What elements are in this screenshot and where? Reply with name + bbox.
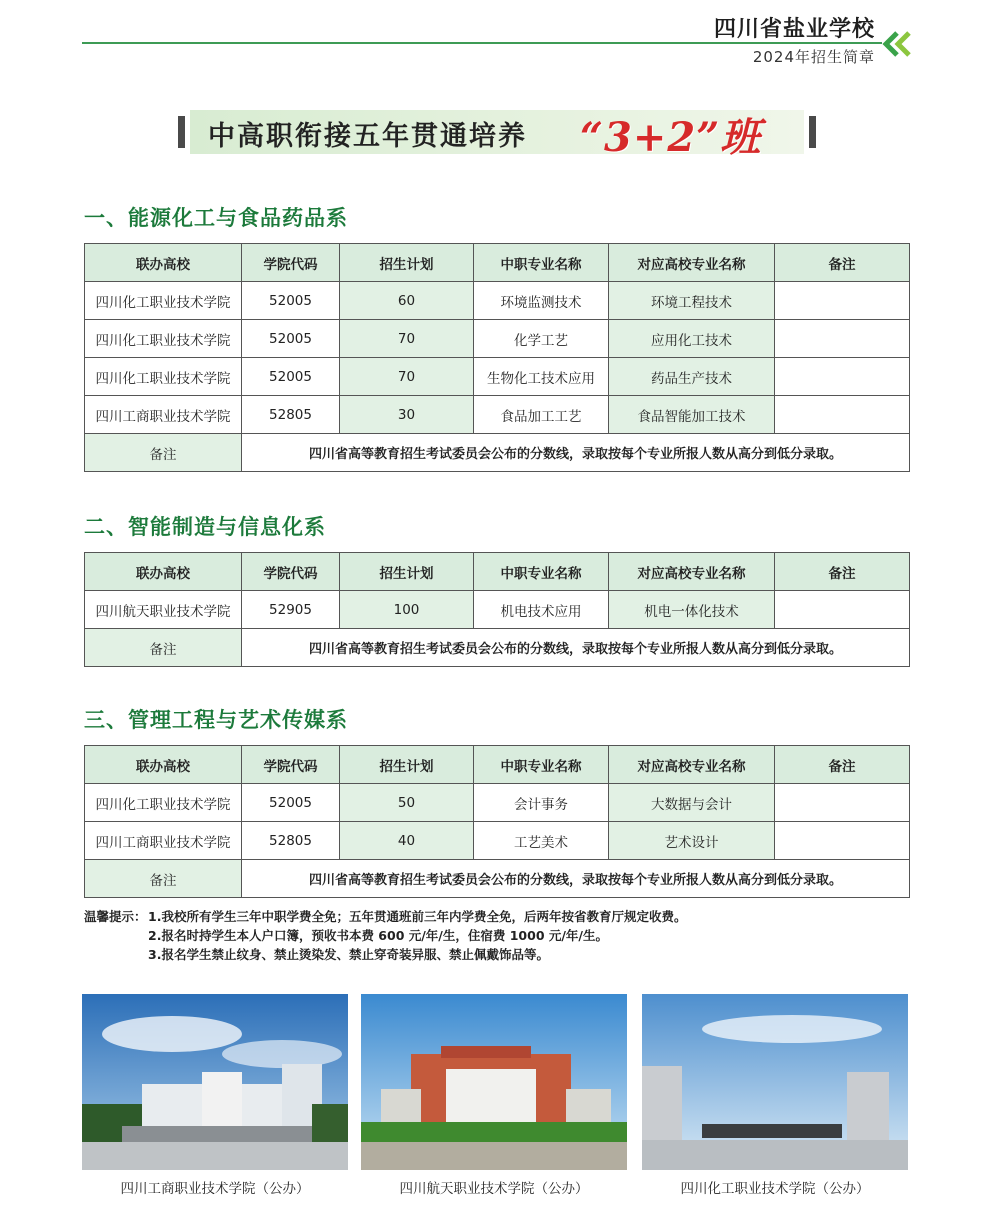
note-text: 四川省高等教育招生考试委员会公布的分数线，录取按每个专业所报人数从高分到低分录取。 (242, 629, 910, 667)
cell-major: 机电技术应用 (474, 591, 609, 629)
cell-major: 工艺美术 (474, 822, 609, 860)
cell-remark (775, 282, 910, 320)
cell-code: 52805 (242, 822, 340, 860)
cell-code: 52005 (242, 282, 340, 320)
tip-item: 3.报名学生禁止纹身、禁止烫染发、禁止穿奇装异服、禁止佩戴饰品等。 (148, 947, 549, 962)
cell-plan: 100 (340, 591, 474, 629)
column-header: 学院代码 (242, 746, 340, 784)
note-label: 备注 (85, 434, 242, 472)
column-header: 联办高校 (85, 746, 242, 784)
banner-title: 中高职衔接五年贯通培养 (208, 121, 527, 152)
cell-code: 52905 (242, 591, 340, 629)
section-1-table (84, 243, 910, 472)
cell-college: 四川工商职业技术学院 (85, 822, 242, 860)
note-text: 四川省高等教育招生考试委员会公布的分数线，录取按每个专业所报人数从高分到低分录取。 (242, 434, 910, 472)
cell-college-major: 艺术设计 (609, 822, 775, 860)
note-label: 备注 (85, 860, 242, 898)
cell-remark (775, 396, 910, 434)
column-header: 对应高校专业名称 (609, 244, 775, 282)
cell-major: 生物化工技术应用 (474, 358, 609, 396)
cell-major: 食品加工工艺 (474, 396, 609, 434)
cell-plan: 70 (340, 358, 474, 396)
column-header: 学院代码 (242, 553, 340, 591)
campus-photo-gongshang (82, 994, 348, 1170)
tips-label: 温馨提示： (84, 909, 147, 924)
cell-code: 52005 (242, 784, 340, 822)
photo-caption: 四川工商职业技术学院（公办） (120, 1181, 310, 1197)
note-text: 四川省高等教育招生考试委员会公布的分数线，录取按每个专业所报人数从高分到低分录取。 (242, 860, 910, 898)
section-title-1: 一、能源化工与食品药品系 (84, 206, 348, 230)
table-row (85, 784, 910, 822)
cell-plan: 30 (340, 396, 474, 434)
cell-code: 52805 (242, 396, 340, 434)
column-header: 备注 (775, 244, 910, 282)
tips-block (84, 907, 686, 964)
column-header: 备注 (775, 746, 910, 784)
cell-remark (775, 358, 910, 396)
table-row (85, 358, 910, 396)
cell-college: 四川化工职业技术学院 (85, 282, 242, 320)
cell-college-major: 食品智能加工技术 (609, 396, 775, 434)
table-row (85, 282, 910, 320)
table-row (85, 396, 910, 434)
cell-major: 化学工艺 (474, 320, 609, 358)
cell-plan: 40 (340, 822, 474, 860)
cell-plan: 50 (340, 784, 474, 822)
cell-remark (775, 320, 910, 358)
column-header: 备注 (775, 553, 910, 591)
header-divider (82, 42, 882, 44)
cell-college-major: 大数据与会计 (609, 784, 775, 822)
photo-caption: 四川航天职业技术学院（公办） (399, 1181, 589, 1197)
column-header: 招生计划 (340, 746, 474, 784)
cell-remark (775, 822, 910, 860)
table-header-row (85, 553, 910, 591)
cell-college-major: 环境工程技术 (609, 282, 775, 320)
banner-left-bar (178, 116, 185, 148)
cell-college: 四川化工职业技术学院 (85, 358, 242, 396)
banner-right-bar (809, 116, 816, 148)
column-header: 中职专业名称 (474, 746, 609, 784)
tip-item: 2.报名时持学生本人户口簿，预收书本费 600 元/年/生，住宿费 1000 元/年/生。 (148, 928, 608, 943)
note-row (85, 860, 910, 898)
table-row (85, 591, 910, 629)
column-header: 联办高校 (85, 244, 242, 282)
section-title-2: 二、智能制造与信息化系 (84, 515, 326, 539)
section-3-table (84, 745, 910, 898)
column-header: 中职专业名称 (474, 244, 609, 282)
photo-caption: 四川化工职业技术学院（公办） (680, 1181, 870, 1197)
column-header: 中职专业名称 (474, 553, 609, 591)
cell-major: 会计事务 (474, 784, 609, 822)
section-2-table (84, 552, 910, 667)
cell-code: 52005 (242, 320, 340, 358)
cell-college: 四川化工职业技术学院 (85, 784, 242, 822)
cell-college: 四川化工职业技术学院 (85, 320, 242, 358)
brochure-subtitle: 2024年招生简章 (752, 48, 875, 66)
column-header: 学院代码 (242, 244, 340, 282)
column-header: 对应高校专业名称 (609, 553, 775, 591)
note-row (85, 629, 910, 667)
tip-item: 1.我校所有学生三年中职学费全免；五年贯通班前三年内学费全免，后两年按省教育厅规定收费。 (148, 909, 687, 924)
cell-major: 环境监测技术 (474, 282, 609, 320)
column-header: 招生计划 (340, 553, 474, 591)
table-row (85, 320, 910, 358)
cell-college: 四川工商职业技术学院 (85, 396, 242, 434)
table-header-row (85, 244, 910, 282)
cell-college-major: 机电一体化技术 (609, 591, 775, 629)
column-header: 联办高校 (85, 553, 242, 591)
cell-remark (775, 591, 910, 629)
section-title-3: 三、管理工程与艺术传媒系 (84, 708, 348, 732)
campus-photo-huagong (642, 994, 908, 1170)
cell-college-major: 药品生产技术 (609, 358, 775, 396)
cell-college-major: 应用化工技术 (609, 320, 775, 358)
table-header-row (85, 746, 910, 784)
note-label: 备注 (85, 629, 242, 667)
campus-photo-hangtian (361, 994, 627, 1170)
banner-accent: “3+2”班 (580, 114, 762, 161)
column-header: 招生计划 (340, 244, 474, 282)
school-name: 四川省盐业学校 (713, 16, 875, 42)
note-row (85, 434, 910, 472)
column-header: 对应高校专业名称 (609, 746, 775, 784)
double-chevron-left-icon (881, 28, 913, 60)
cell-plan: 60 (340, 282, 474, 320)
cell-code: 52005 (242, 358, 340, 396)
cell-remark (775, 784, 910, 822)
program-banner (178, 110, 816, 161)
table-row (85, 822, 910, 860)
cell-plan: 70 (340, 320, 474, 358)
cell-college: 四川航天职业技术学院 (85, 591, 242, 629)
